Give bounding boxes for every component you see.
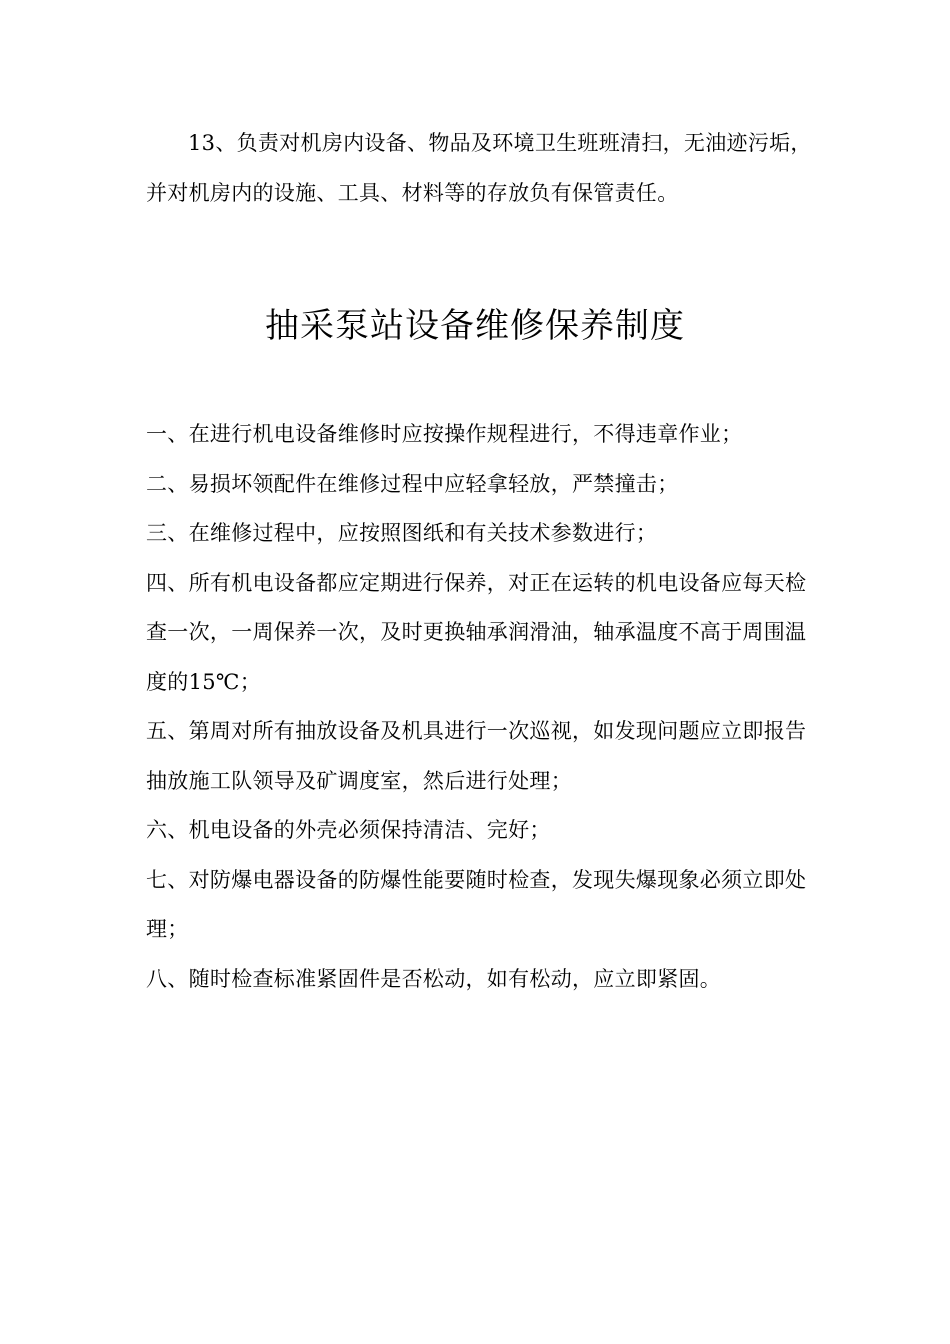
rule-item-2: 二、易损坏领配件在维修过程中应轻拿轻放，严禁撞击；	[146, 471, 679, 496]
rule-item-7: 七、对防爆电器设备的防爆性能要随时检查，发现失爆现象必须立即处理；	[146, 867, 807, 941]
intro-paragraph: 13、负责对机房内设备、物品及环境卫生班班清扫，无油迹污垢，并对机房内的设施、工具、材料等的存放负有保管责任。	[146, 131, 812, 205]
rules-list	[146, 410, 816, 1004]
rule-item-8: 八、随时检查标准紧固件是否松动，如有松动，应立即紧固。	[146, 966, 722, 991]
rule-item-1: 一、在进行机电设备维修时应按操作规程进行，不得违章作业；	[146, 422, 743, 446]
rule-item-6: 六、机电设备的外壳必须保持清洁、完好；	[146, 818, 551, 842]
rule-item-4: 四、所有机电设备都应定期进行保养，对正在运转的机电设备应每天检查一次，一周保养一次，及时更换轴承润滑油，轴承温度不高于周围温度的15℃；	[146, 570, 807, 694]
intro-paragraph-block	[146, 118, 816, 218]
rule-item-3: 三、在维修过程中，应按照图纸和有关技术参数进行；	[146, 521, 658, 545]
rule-item-5: 五、第周对所有抽放设备及机具进行一次巡视，如发现问题应立即报告抽放施工队领导及矿调度室，然后进行处理；	[146, 719, 807, 793]
document-title: 抽采泵站设备维修保养制度	[265, 306, 685, 346]
